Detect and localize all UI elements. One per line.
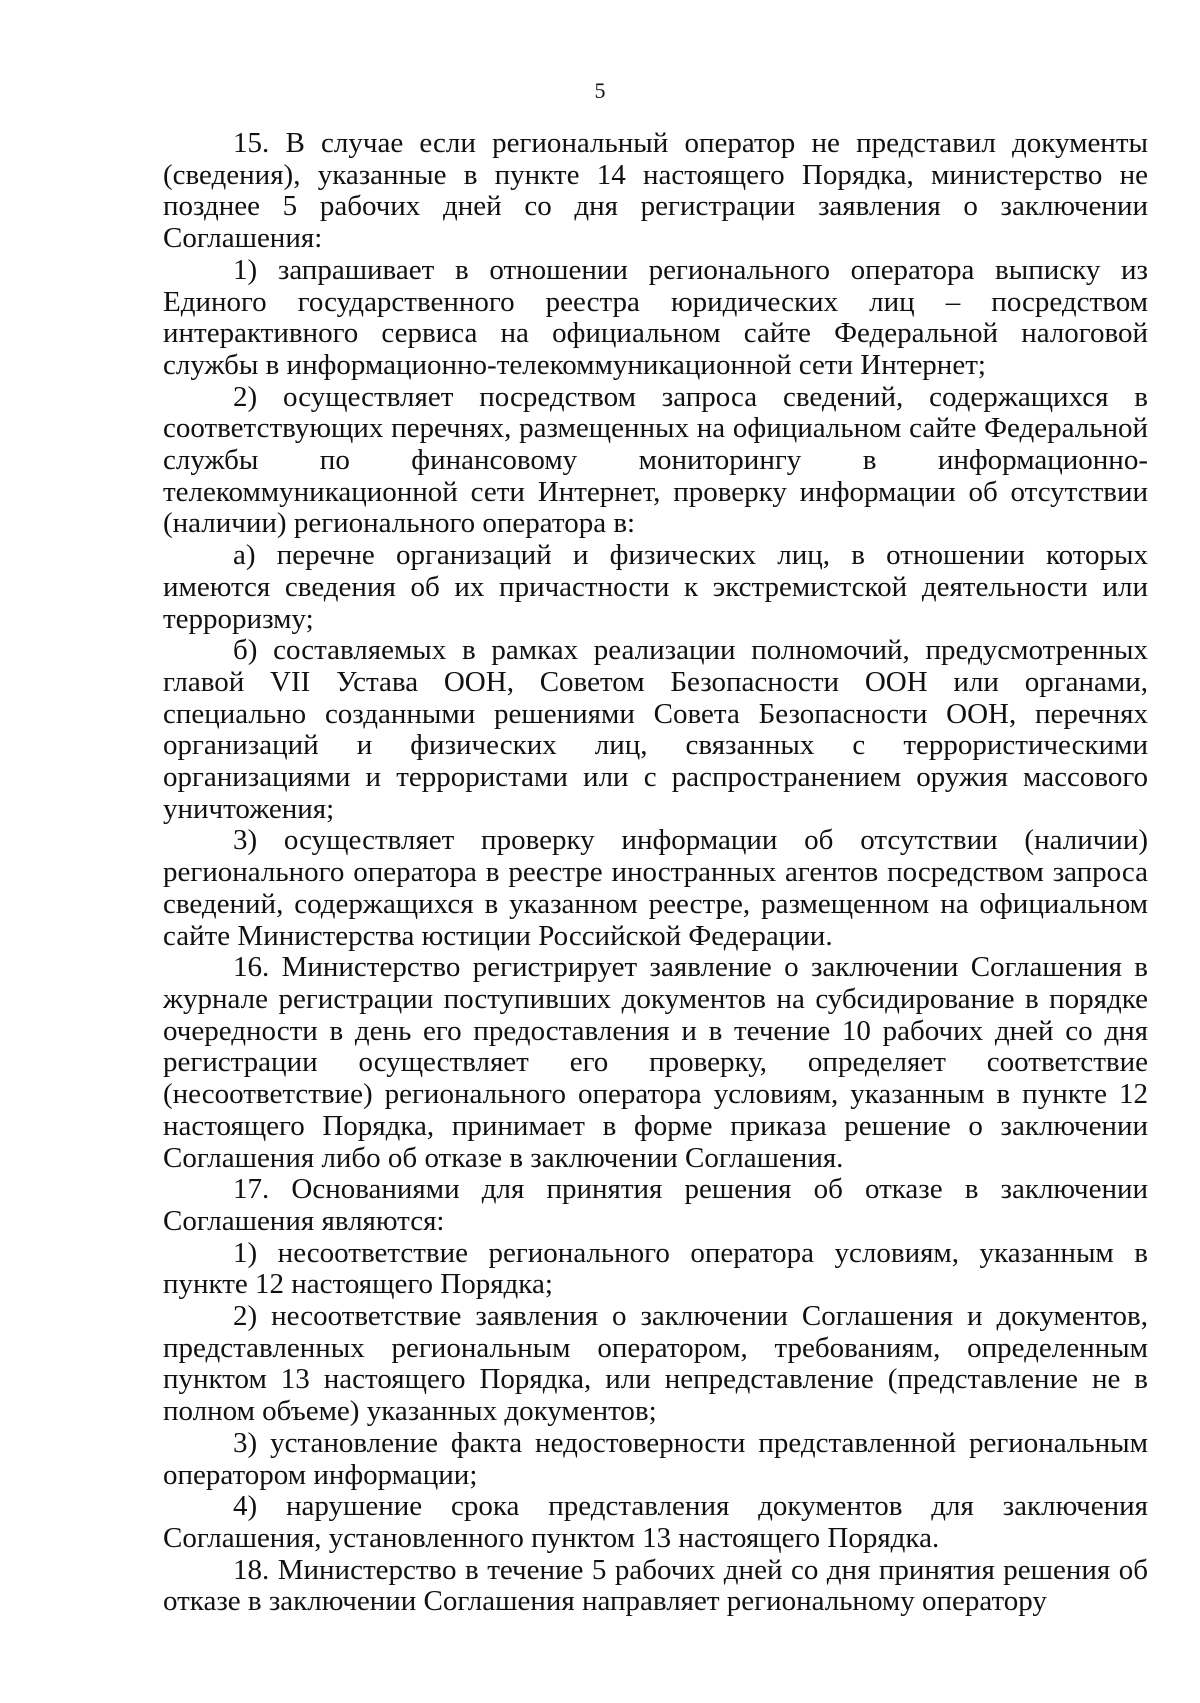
paragraph-17-item-2: 2) несоответствие заявления о заключении Соглашения и документов, представленных региональным оператором, требованиям, определенным пунктом 13 настоящего Порядка, или непредставление (представление не в полном объеме) указанных документов;: [163, 1300, 1148, 1428]
paragraph-17: 17. Основаниями для принятия решения об отказе в заключении Соглашения являются:: [163, 1173, 1148, 1237]
paragraph-18: 18. Министерство в течение 5 рабочих дней со дня принятия решения об отказе в заключении Соглашения направляет региональному оператору: [163, 1553, 1148, 1618]
paragraph-15-item-1: 1) запрашивает в отношении регионального оператора выписку из Единого государственного реестра юридических лиц – посредством интерактивного сервиса на официальном сайте Федеральной налоговой службы в информационно-телекоммуникационной сети Интернет;: [163, 253, 1148, 381]
paragraph-15-item-2b: б) составляемых в рамках реализации полномочий, предусмотренных главой VII Устава ООН, Советом Безопасности ООН или органами, специально созданными решениями Совета Безопасности ООН, перечнях организаций и физических лиц, связанных с террористическими организациями и террористами или с распространением оружия массового уничтожения;: [163, 634, 1148, 825]
paragraph-15-item-2a: а) перечне организаций и физических лиц, в отношении которых имеются сведения об их причастности к экстремистской деятельности или терроризму;: [163, 539, 1148, 635]
paragraph-15-item-3: 3) осуществляет проверку информации об отсутствии (наличии) регионального оператора в реестре иностранных агентов посредством запроса сведений, содержащихся в указанном реестре, размещенном на официальном сайте Министерства юстиции Российской Федерации.: [163, 824, 1148, 952]
paragraph-16: 16. Министерство регистрирует заявление о заключении Соглашения в журнале регистрации поступивших документов на субсидирование в порядке очередности в день его предоставления и в течение 10 рабочих дней со дня регистрации осуществляет его проверку, определяет соответствие (несоответствие) регионального оператора условиям, указанным в пункте 12 настоящего Порядка, принимает в форме приказа решение о заключении Соглашения либо об отказе в заключении Соглашения.: [163, 951, 1148, 1174]
paragraph-17-item-1: 1) несоответствие регионального оператора условиям, указанным в пункте 12 настоящего Порядка;: [163, 1236, 1148, 1301]
paragraph-15-item-2: 2) осуществляет посредством запроса сведений, содержащихся в соответствующих перечнях, размещенных на официальном сайте Федеральной службы по финансовому мониторингу в информационно-телекоммуникационной сети Интернет, проверку информации об отсутствии (наличии) регионального оператора в:: [163, 380, 1148, 540]
page-number: 5: [594, 78, 606, 103]
paragraph-15: 15. В случае если региональный оператор не представил документы (сведения), указанные в пункте 14 настоящего Порядка, министерство не позднее 5 рабочих дней со дня регистрации заявления о заключении Соглашения:: [163, 127, 1148, 255]
document-body: [163, 128, 1148, 1618]
paragraph-17-item-3: 3) установление факта недостоверности представленной региональным оператором информации;: [163, 1426, 1148, 1491]
paragraph-17-item-4: 4) нарушение срока представления документов для заключения Соглашения, установленного пунктом 13 настоящего Порядка.: [163, 1490, 1148, 1554]
